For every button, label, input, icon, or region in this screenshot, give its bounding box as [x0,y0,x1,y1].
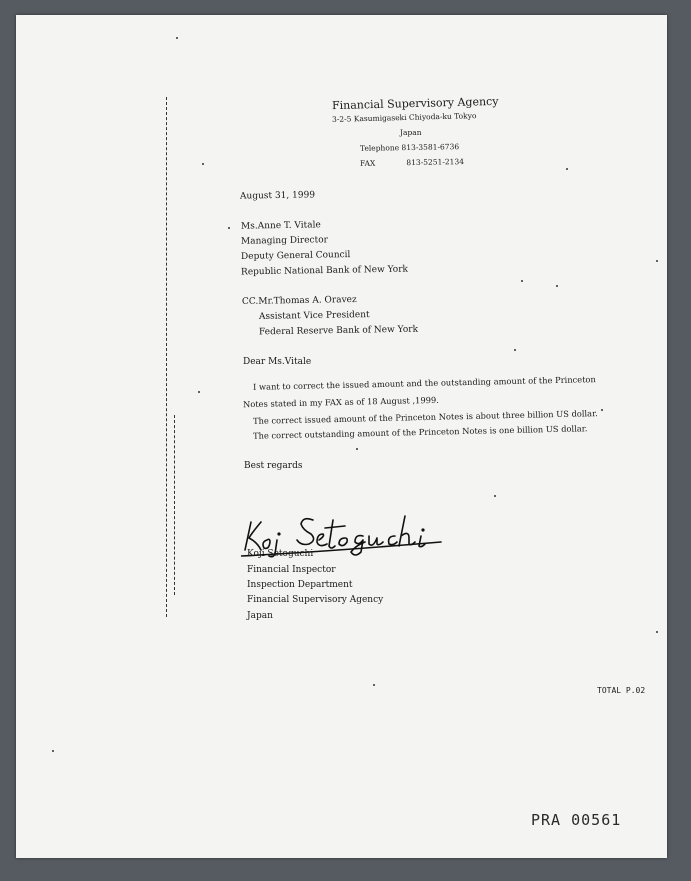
letterhead-agency: Financial Supervisory Agency [331,94,499,113]
scan-speck [52,750,54,752]
scan-speck [373,684,375,686]
salutation: Dear Ms.Vitale [243,357,312,367]
telephone-label: Telephone [359,143,400,153]
body-line-1: I want to correct the issued amount and the outstanding amount of the Princeton [252,374,596,392]
cc-title: Assistant Vice President [258,310,370,322]
scan-speck [656,260,658,262]
scan-speck [566,168,568,170]
cc-line: CC.Mr.Thomas A. Oravez [241,294,357,308]
scan-speck [228,227,230,229]
body-line-3: The correct issued amount of the Princeton Notes is about three billion US dollar. [252,408,598,426]
sender-dept: Inspection Department [247,580,353,590]
closing: Best regards [244,461,303,471]
sender-title: Financial Inspector [247,565,336,575]
scan-speck [356,448,358,450]
document-page [16,15,667,858]
scan-speck [514,349,516,351]
recipient-title1: Managing Director [240,235,328,247]
letterhead-country: Japan [400,128,422,137]
sender-country: Japan [247,611,273,621]
letter-date: August 31, 1999 [239,190,316,202]
scan-speck [198,391,200,393]
fax-edge-line [166,97,167,617]
scan-speck [521,280,523,282]
recipient-org: Republic National Bank of New York [240,264,409,278]
letterhead-fax [360,157,464,168]
letterhead-address: 3-2-5 Kasumigaseki Chiyoda-ku Tokyo [331,111,477,124]
scan-speck [656,631,658,633]
sender-name: Koji Setoguchi [247,549,314,559]
scan-speck [202,163,204,165]
scan-speck [494,495,496,497]
bates-number: PRA 00561 [531,811,622,829]
fax-page-total: TOTAL P.02 [597,686,646,695]
telephone-number: 813-3581-6736 [401,142,460,153]
cc-org: Federal Reserve Bank of New York [258,324,419,338]
scan-speck [556,285,558,287]
body-line-4: The correct outstanding amount of the Princeton Notes is one billion US dollar. [252,423,588,441]
body-line-2: Notes stated in my FAX as of 18 August ,1999. [242,394,439,410]
letterhead-telephone [360,142,459,153]
fax-edge-line [174,415,175,595]
fax-number: 813-5251-2134 [406,157,465,168]
fax-label: FAX [359,158,376,168]
recipient-name: Ms.Anne T. Vitale [240,220,321,232]
recipient-title2: Deputy General Council [240,250,351,262]
scan-speck [176,37,178,39]
sender-agency: Financial Supervisory Agency [247,595,384,605]
scan-speck [601,409,603,411]
